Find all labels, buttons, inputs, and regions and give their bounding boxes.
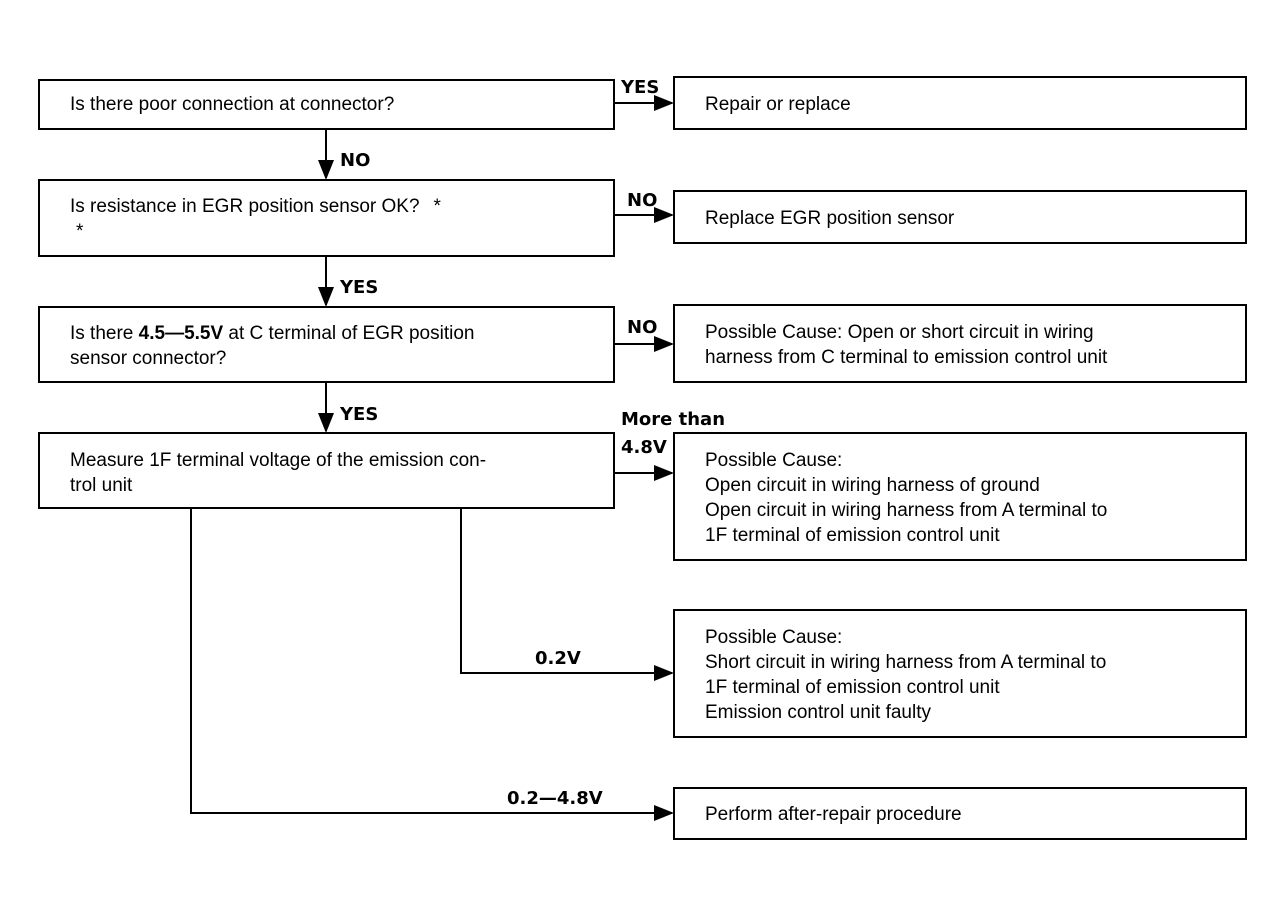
result-open-circuit — [673, 432, 1247, 561]
label-q4-low: 0.2V — [535, 648, 581, 669]
question-voltage-line2: sensor connector? — [70, 348, 227, 369]
label-q3-yes: YES — [340, 404, 379, 425]
question-voltage-c-terminal — [38, 306, 615, 383]
result-short-circuit-line3: 1F terminal of emission control unit — [705, 677, 1000, 698]
question-voltage-pre: Is there — [70, 323, 139, 344]
result-short-circuit-line1: Possible Cause: — [705, 627, 843, 648]
question-poor-connection-text: Is there poor connection at connector? — [70, 94, 395, 115]
footnote-star: * — [433, 196, 441, 217]
result-open-circuit-line3: Open circuit in wiring harness from A terminal to — [705, 500, 1108, 521]
result-open-short-line1: Possible Cause: Open or short circuit in wiring — [705, 322, 1094, 343]
label-q1-no: NO — [340, 150, 371, 171]
result-open-short-line2: harness from C terminal to emission control unit — [705, 347, 1108, 368]
result-replace-sensor — [673, 190, 1247, 244]
result-repair-replace-text: Repair or replace — [705, 94, 851, 115]
result-repair-replace — [673, 76, 1247, 130]
result-open-circuit-line4: 1F terminal of emission control unit — [705, 525, 1000, 546]
label-q2-yes: YES — [340, 277, 379, 298]
question-resistance — [38, 179, 615, 257]
label-q2-no: NO — [627, 190, 658, 211]
result-short-circuit-line4: Emission control unit faulty — [705, 702, 931, 723]
result-replace-sensor-text: Replace EGR position sensor — [705, 208, 955, 229]
footnote-star-2: * — [76, 221, 84, 242]
arrow-q4-mid — [191, 508, 672, 813]
voltage-range: 4.5—5.5V — [138, 323, 224, 344]
label-q3-no: NO — [627, 317, 658, 338]
result-open-circuit-line1: Possible Cause: — [705, 450, 843, 471]
result-short-circuit — [673, 609, 1247, 738]
question-resistance-line1 — [70, 194, 613, 219]
label-q4-more-than: More than — [621, 409, 726, 430]
label-q1-yes: YES — [621, 77, 660, 98]
step-measure-1f-voltage — [38, 432, 615, 509]
result-after-repair-text: Perform after-repair procedure — [705, 804, 962, 825]
question-voltage-line1 — [70, 321, 613, 346]
step-measure-line2: trol unit — [70, 475, 133, 496]
result-open-short-circuit — [673, 304, 1247, 383]
result-open-circuit-line2: Open circuit in wiring harness of ground — [705, 475, 1040, 496]
label-q4-more-than-value: 4.8V — [621, 437, 667, 458]
result-after-repair — [673, 787, 1247, 840]
question-resistance-text: Is resistance in EGR position sensor OK? — [70, 196, 420, 217]
step-measure-line1: Measure 1F terminal voltage of the emission con- — [70, 450, 487, 471]
label-q4-mid: 0.2—4.8V — [507, 788, 603, 809]
result-short-circuit-line2: Short circuit in wiring harness from A terminal to — [705, 652, 1107, 673]
question-voltage-post: at C terminal of EGR position — [223, 323, 475, 344]
question-poor-connection — [38, 79, 615, 130]
